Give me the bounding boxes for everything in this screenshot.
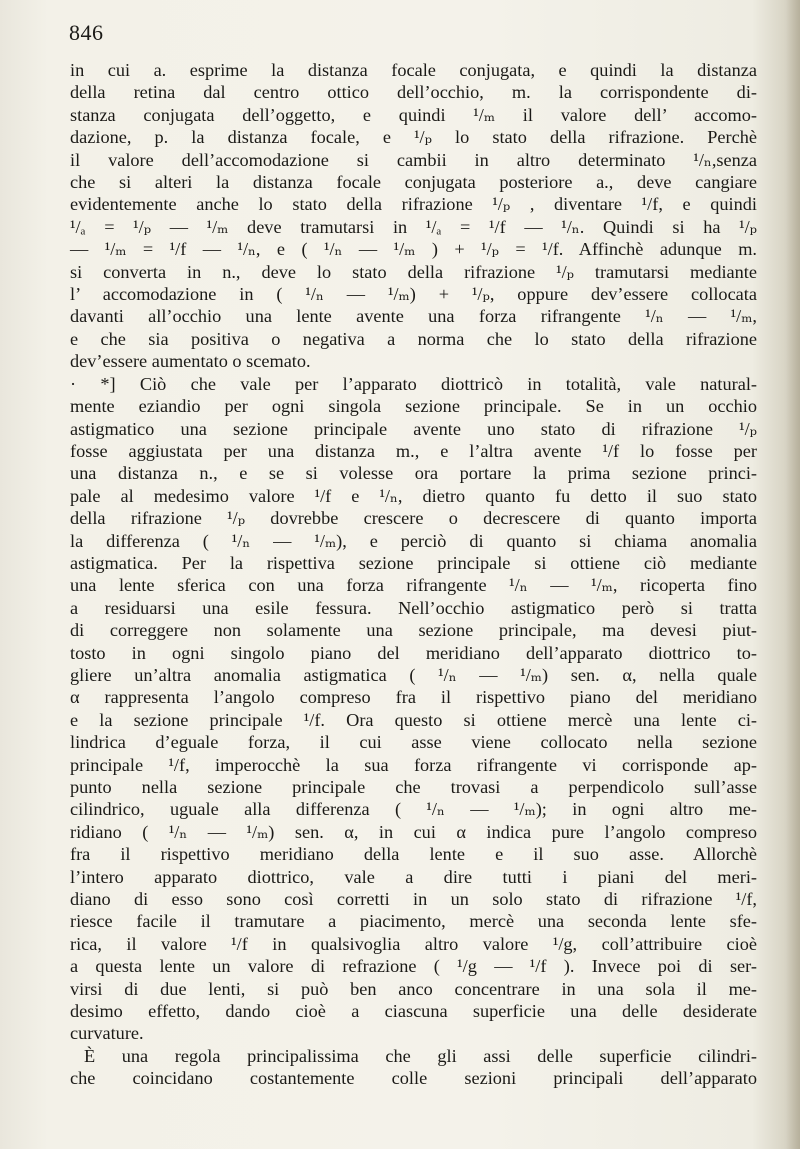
text-line: a questa lente un valore di refrazione ( ¹/g — ¹/f ). Invece poi di ser- [70,956,757,977]
page-number: 846 [69,20,104,45]
text-line: ¹/ₐ = ¹/ₚ — ¹/ₘ deve tramutarsi in ¹/ₐ = ¹/f — ¹/ₙ. Quindi si ha ¹/ₚ [70,216,757,237]
body-text [70,59,757,1090]
text-line: tosto in ogni singolo piano del meridiano dell’apparato diottrico to- [70,642,757,663]
text-line: gliere un’altra anomalia astigmatica ( ¹/ₙ — ¹/ₘ) sen. α, nella quale [70,664,757,685]
text-line: dev’essere aumentato o scemato. [70,351,311,372]
text-line: ridiano ( ¹/ₙ — ¹/ₘ) sen. α, in cui α indica pure l’angolo compreso [70,821,757,842]
text-line: e che sia positiva o negativa a norma che lo stato della rifrazione [70,328,757,349]
text-line: stanza conjugata dell’oggetto, e quindi ¹/ₘ il valore dell’ accomo- [70,104,757,125]
text-line: curvature. [70,1023,144,1044]
text-line: della rifrazione ¹/ₚ dovrebbe crescere o decrescere di quanto importa [70,508,757,529]
text-line: riesce facile il tramutare a piacimento, mercè una seconda lente sfe- [70,911,757,932]
text-line: diano di esso sono così corretti in un solo stato di rifrazione ¹/f, [70,889,757,910]
text-line: in cui a. esprime la distanza focale conjugata, e quindi la distanza [70,60,757,80]
text-line: fra il rispettivo meridiano della lente e il suo asse. Allorchè [70,844,757,865]
text-line: fosse aggiustata per una distanza m., e l’altra avente ¹/f lo fosse per [70,440,757,461]
text-line: che coincidano costantemente colle sezioni principali dell’apparato [70,1068,757,1089]
text-line: cilindrico, uguale alla differenza ( ¹/ₙ — ¹/ₘ); in ogni altro me- [70,799,757,820]
text-line: astigmatica. Per la rispettiva sezione principale si ottiene ciò mediante [70,552,757,573]
text-line: È una regola principalissima che gli assi delle superficie cilindri- [84,1045,757,1066]
text-line: punto nella sezione principale che trovasi a perpendicolo sull’asse [70,777,757,797]
text-line: pale al medesimo valore ¹/f e ¹/ₙ, dietro quanto fu detto il suo stato [70,485,757,506]
text-line: lindrica d’eguale forza, il cui asse viene collocato nella sezione [70,732,757,753]
text-line: virsi di due lenti, si può ben anco concentrare in una sola il me- [70,978,757,999]
text-line: dazione, p. la distanza focale, e ¹/ₚ lo stato della rifrazione. Perchè [70,127,757,148]
text-line: α rappresenta l’angolo compreso fra il rispettivo piano del meridiano [70,687,757,708]
text-line: una lente sferica con una forza rifrangente ¹/ₙ — ¹/ₘ, ricoperta fino [70,575,757,596]
text-line: astigmatico una sezione principale avente uno stato di rifrazione ¹/ₚ [70,418,757,439]
page-edge-shadow [786,0,800,1149]
text-line: una distanza n., e se si volesse ora portare la prima sezione princi- [70,463,757,484]
text-line: a residuarsi una esile fessura. Nell’occhio astigmatico però si tratta [70,597,757,618]
text-line: evidentemente anche lo stato della rifrazione ¹/ₚ , diventare ¹/f, e quindi [70,194,757,215]
text-line: mente eziandio per ogni singola sezione principale. Se in un occhio [70,396,757,417]
text-line: — ¹/ₘ = ¹/f — ¹/ₙ, e ( ¹/ₙ — ¹/ₘ ) + ¹/ₚ = ¹/f. Affinchè adunque m. [70,239,757,260]
text-line: il valore dell’accomodazione si cambii in altro determinato ¹/ₙ,senza [70,149,757,170]
text-line: rica, il valore ¹/f in qualsivoglia altro valore ¹/g, coll’attribuire cioè [70,933,757,954]
text-line: della retina dal centro ottico dell’occhio, m. la corrispondente di- [70,82,757,103]
text-line: che si alteri la distanza focale conjugata posteriore a., deve cangiare [70,172,757,193]
text-line: desimo effetto, dando cioè a ciascuna superficie una delle desiderate [70,1001,757,1022]
text-line: si converta in n., deve lo stato della rifrazione ¹/ₚ tramutarsi mediante [70,261,757,282]
text-line: di correggere non solamente una sezione principale, ma devesi piut- [70,620,757,641]
text-line: e la sezione principale ¹/f. Ora questo si ottiene mercè una lente ci- [70,709,757,730]
text-line: la differenza ( ¹/ₙ — ¹/ₘ), e perciò di quanto si chiama anomalia [70,530,757,551]
text-line: davanti all’occhio una lente avente una forza rifrangente ¹/ₙ — ¹/ₘ, [70,306,757,327]
text-line: · *] Ciò che vale per l’apparato diottricò in totalità, vale natural- [70,373,757,394]
text-line: principale ¹/f, imperocchè la sua forza rifrangente vi corrisponde ap- [70,754,757,775]
text-line: l’intero apparato diottrico, vale a dire tutti i piani del meri- [70,866,757,887]
text-line: l’ accomodazione in ( ¹/ₙ — ¹/ₘ) + ¹/ₚ, oppure dev’essere collocata [70,284,757,305]
